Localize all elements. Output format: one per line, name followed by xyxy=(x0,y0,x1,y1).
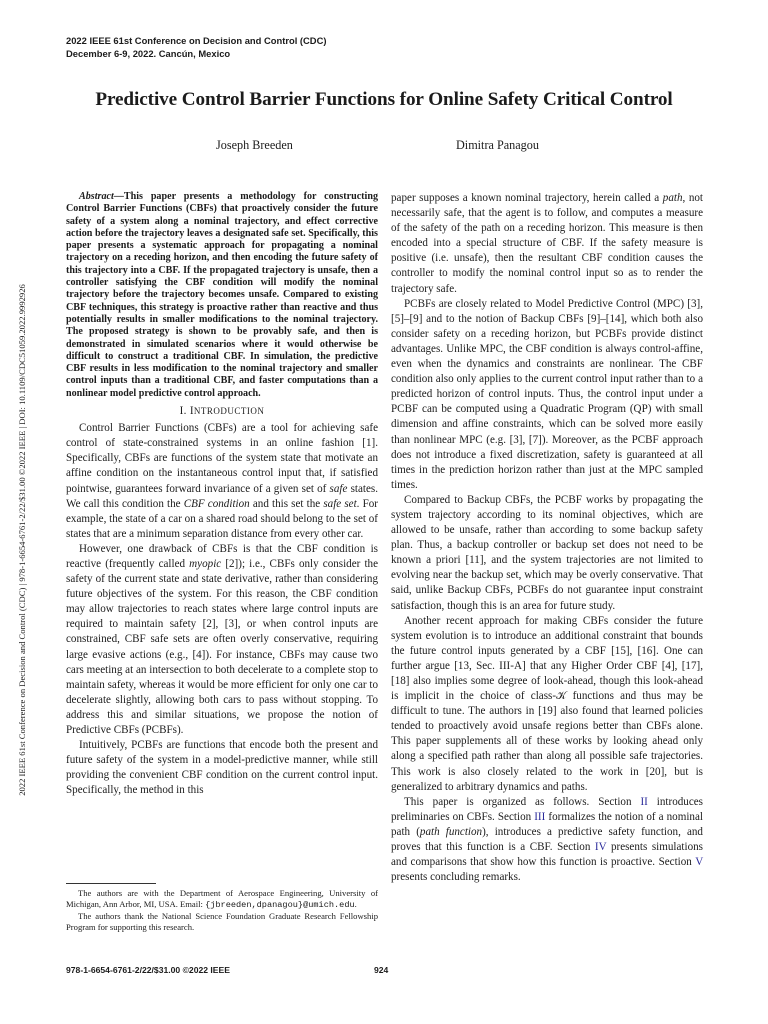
math-symbol: 𝒦 xyxy=(556,690,567,703)
body-paragraph xyxy=(391,191,703,297)
body-paragraph xyxy=(391,614,703,795)
section-title-rest: NTRODUCTION xyxy=(193,406,265,417)
emphasis: myopic xyxy=(189,557,222,570)
author-email: {jbreeden,dpanagou}@umich.edu xyxy=(205,900,355,910)
text-run: introduces preliminaries on CBFs. Section xyxy=(391,795,703,823)
abstract xyxy=(66,191,378,400)
right-column xyxy=(391,191,703,885)
body-paragraph xyxy=(391,795,703,886)
abstract-text: This paper presents a methodology for constructing Control Barrier Functions (CBFs) that proactively consider the future safety of a system along a nominal trajectory, and effect corrective action before the trajectory leaves a designated safe set. Specifically, this paper presents a systematic approach for propagating a nominal trajectory on a receding horizon, and then encoding the future safety of this trajectory into a CBF. If the propagated trajectory is unsafe, then a controller satisfying the CBF condition will modify the nominal trajectory before the trajectory becomes unsafe. Compared to existing CBF techniques, this strategy is proactive rather than reactive and thus potentially results in smaller modifications to the nominal trajectory. The proposed strategy is shown to be provably safe, and then is demonstrated in simulated scenarios where it would otherwise be difficult to construct a traditional CBF. In simulation, the predictive CBF results in less modification to the nominal trajectory and smaller control inputs than a traditional CBF, and faster computations than a nonlinear model predictive control approach. xyxy=(66,191,378,399)
doi-note: 2022 IEEE 61st Conference on Decision and Control (CDC) | 978-1-6654-6761-2/22/$31.00 ©2022 IEEE | DOI: 10.1109/CDC51059.2022.9992926 xyxy=(17,284,27,796)
abstract-dash: — xyxy=(113,191,124,202)
text-run: This paper is organized as follows. Section xyxy=(404,795,641,808)
text-run: functions and thus may be difficult to tune. The authors in [19] also found that learned policies tended to proactively avoid unsafe regions better than CBFs alone. This paper supplements all of these works by looking ahead only along a specified path rather than along all possible safe trajectories. This work is also closely related to the work in [20], but is generalized to arbitrary dynamics and paths. xyxy=(391,690,703,793)
body-paragraph xyxy=(66,421,378,542)
text-run: Control Barrier Functions (CBFs) are a tool for achieving safe control of state-constrained systems in an online fashion [1]. Specifically, CBFs are functions of the system state that motivate an affine condition on the instantaneous control input that, if satisfied pointwise, guarantees forward invariance of a given set of xyxy=(66,422,378,495)
footer-isbn: 978-1-6654-6761-2/22/$31.00 ©2022 IEEE xyxy=(66,965,231,975)
author-name: Dimitra Panagou xyxy=(456,138,539,152)
section-number: I. xyxy=(179,405,187,418)
section-first-letter: I xyxy=(189,405,194,418)
text-run: states. We call this condition the xyxy=(66,482,378,510)
footnote-affiliation xyxy=(66,888,378,911)
text-run: Another recent approach for making CBFs consider the future system evolution is to introduce an additional constraint that bounds the future control inputs generated by a CBF [15], [16]. One can further argue [13, Sec. III-A] that any Higher Order CBF [4], [17], [18] also implies some degree of look-ahead, though this look-ahead is implicit in the choice of class- xyxy=(391,614,703,703)
body-paragraph: PCBFs are closely related to Model Predictive Control (MPC) [3], [5]–[9] and to the notion of Backup CBFs [9]–[14], which both also consider safety on a receding horizon, but PCBFs provide distinct advantages. Unlike MPC, the CBF condition is always control-affine, even when the dynamics and constraints are nonlinear. The CBF condition also only applies to the current control input rather than to a predicted horizon of control inputs. Thus, the control input under a PCBF can be computed using a Quadratic Program (QP) with small dimension and affine constraints, which can be solved more easily than nonlinear MPC (e.g. [3], [7]). Moreover, as the PCBF approach does not introduce a fixed discretization, safety is guaranteed at all times in the prediction horizon rather than just at the MPC sampled times. xyxy=(391,297,703,491)
text-run: , not necessarily safe, that the agent is to follow, and computes a measure of the safety of the path on a receding horizon. This measure is then encoded into a special structure of CBF. If the safety measure is positive (i.e. unsafe), then the resultant CBF condition causes the controller to modify the nominal control input so as to render the trajectory safe. xyxy=(391,192,703,295)
author-name: Joseph Breeden xyxy=(216,138,293,152)
conference-header xyxy=(66,35,486,60)
footnote-funding: The authors thank the National Science Foundation Graduate Research Fellowship Program for supporting this research. xyxy=(66,911,378,932)
text-run: . xyxy=(354,899,357,909)
text-run: presents simulations and comparisons that show how this function is proactive. Section xyxy=(391,841,703,869)
body-paragraph: Compared to Backup CBFs, the PCBF works by propagating the system trajectory according to its nominal objectives, which are allowed to be unsafe, rather than according to some backup safety plan. Thus, a backup controller or backup set does not need to be known a priori [11], and the system trajectories are not limited to evolving near the backup set, which may be overly conservative. That said, unlike Backup CBFs, PCBFs do not guarantee input constraint satisfaction, though this is an area for future study. xyxy=(391,493,703,612)
body-paragraph: Intuitively, PCBFs are functions that encode both the present and future safety of the system in a model-predictive manner, while still providing the convenient CBF condition on the current control input. Specifically, the method in this xyxy=(66,739,378,797)
section-heading xyxy=(66,404,378,419)
paper-title: Predictive Control Barrier Functions for Online Safety Critical Control xyxy=(95,89,673,110)
emphasis: safe xyxy=(329,482,348,495)
section-link[interactable]: III xyxy=(534,810,546,823)
text-run: paper supposes a known nominal trajectory, herein called a xyxy=(391,192,663,204)
abstract-label: Abstract xyxy=(79,191,114,202)
text-run: [2]); i.e., CBFs only consider the safety of the current state and state derivative, rather than considering future objectives of the system. For this reason, the CBF condition may allow trajectories to reach states where large control inputs are required to maintain safety [2], [3], or when control inputs are constrained, CBF safe sets are often overly conservative, requiring large evasive actions (e.g., [4]). For instance, CBFs may cause two cars meeting at an intersection to both decelerate to a complete stop to maintain safety, whereas it would be more efficient for only one car to decelerate slightly, allowing both cars to pass without stopping. To address this and similar situations, we propose the notion of Predictive CBFs (PCBFs). xyxy=(66,557,379,737)
text-run: presents concluding remarks. xyxy=(391,871,521,884)
text-run: The authors are with the Department of Aerospace Engineering, University of Michigan, Ann Arbor, MI, USA. Email: xyxy=(66,888,378,909)
section-link[interactable]: II xyxy=(640,795,648,808)
text-run: ), introduces a predictive safety function, and proves that this function is a CBF. Section xyxy=(391,825,703,854)
footnote-rule xyxy=(66,883,156,884)
emphasis: path xyxy=(662,192,683,204)
section-link[interactable]: IV xyxy=(594,841,607,854)
body-paragraph xyxy=(66,542,378,738)
footnotes xyxy=(66,883,378,933)
page-number: 924 xyxy=(374,965,389,975)
section-link[interactable]: V xyxy=(695,856,703,869)
text-run: . For example, the state of a car on a shared road should belong to the set of states that are a minimum separation distance from every other car. xyxy=(66,497,378,540)
emphasis: safe set xyxy=(323,497,357,510)
text-run: formalizes the notion of a nominal path ( xyxy=(391,810,703,838)
emphasis: path function xyxy=(419,825,483,838)
text-run: However, one drawback of CBFs is that the CBF condition is reactive (frequently called xyxy=(66,542,378,570)
conference-date-location: December 6-9, 2022. Cancún, Mexico xyxy=(66,47,231,59)
conference-name: 2022 IEEE 61st Conference on Decision and Control (CDC) xyxy=(66,35,327,46)
left-column xyxy=(66,191,378,798)
text-run: and this set the xyxy=(249,497,324,510)
emphasis: CBF condition xyxy=(183,497,250,510)
